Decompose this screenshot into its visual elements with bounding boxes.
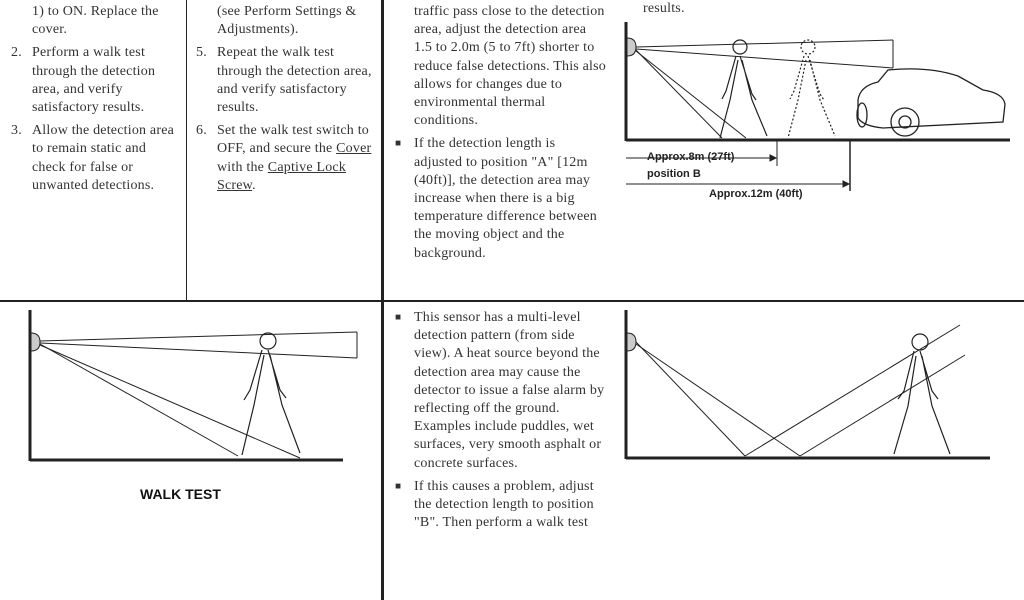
step-text: . xyxy=(252,177,256,193)
position-diagram xyxy=(626,22,1010,200)
sensor-icon xyxy=(627,38,636,56)
sensor-icon xyxy=(31,333,40,351)
step-number: 6. xyxy=(196,123,207,139)
sensor-icon xyxy=(627,333,636,351)
walk-test-diagram xyxy=(30,310,357,461)
step-text: Allow the detection area to remain static and check for false or unwanted detections. xyxy=(32,123,175,193)
position-b-label: position B xyxy=(647,168,701,180)
note-bullet: If the detection length is adjusted to position "A" [12m (40ft)], the detection area may increase when there is a big temperature difference between the moving object and the background. xyxy=(414,136,597,261)
step-number: 3. xyxy=(11,123,22,139)
cover-link[interactable]: Cover xyxy=(336,141,372,157)
step-continued: 1) to ON. Replace the cover. xyxy=(32,4,159,38)
bullet-icon: ■ xyxy=(395,312,402,323)
car-icon xyxy=(857,69,1005,136)
step-number: 2. xyxy=(11,45,22,61)
position-b-distance-label: Approx.8m (27ft) xyxy=(647,151,735,163)
note-bullet: If this causes a problem, adjust the detection length to position "B". Then perform a walk test xyxy=(414,478,594,531)
step-continued: (see Perform Settings & Adjustments). xyxy=(217,4,357,38)
bullet-icon: ■ xyxy=(395,138,402,150)
step-text: with the xyxy=(217,159,268,175)
person-dashed-icon xyxy=(788,40,835,138)
note-bullet: This sensor has a multi-level detection pattern (from side view). A heat source beyond the detection area may cause the detector to issue a false alarm by reflecting off the ground. Examples include puddles, wet surfaces, very smooth asphalt or concrete surfaces. xyxy=(414,310,605,471)
walk-test-caption: WALK TEST xyxy=(140,486,221,502)
person-icon xyxy=(894,334,950,454)
note-continued: traffic pass close to the detection area, adjust the detection area 1.5 to 2.0m (5 to 7ft) shorter to reduce false detections. This also allows for changes due to environmental thermal conditions. xyxy=(414,4,606,129)
bullet-icon: ■ xyxy=(395,480,402,492)
captive-lock-screw-link[interactable]: Captive Lock Screw xyxy=(217,159,347,193)
step-number: 5. xyxy=(196,45,207,61)
results-continued: results. xyxy=(643,1,685,16)
step-text: Set the walk test switch to OFF, and secure the xyxy=(217,123,369,157)
reflection-diagram xyxy=(626,310,990,459)
position-a-distance-label: Approx.12m (40ft) xyxy=(709,188,803,200)
step-text: Perform a walk test through the detection area, and verify satisfactory results. xyxy=(32,45,156,116)
step-text: Repeat the walk test through the detection area, and verify satisfactory results. xyxy=(217,45,372,116)
